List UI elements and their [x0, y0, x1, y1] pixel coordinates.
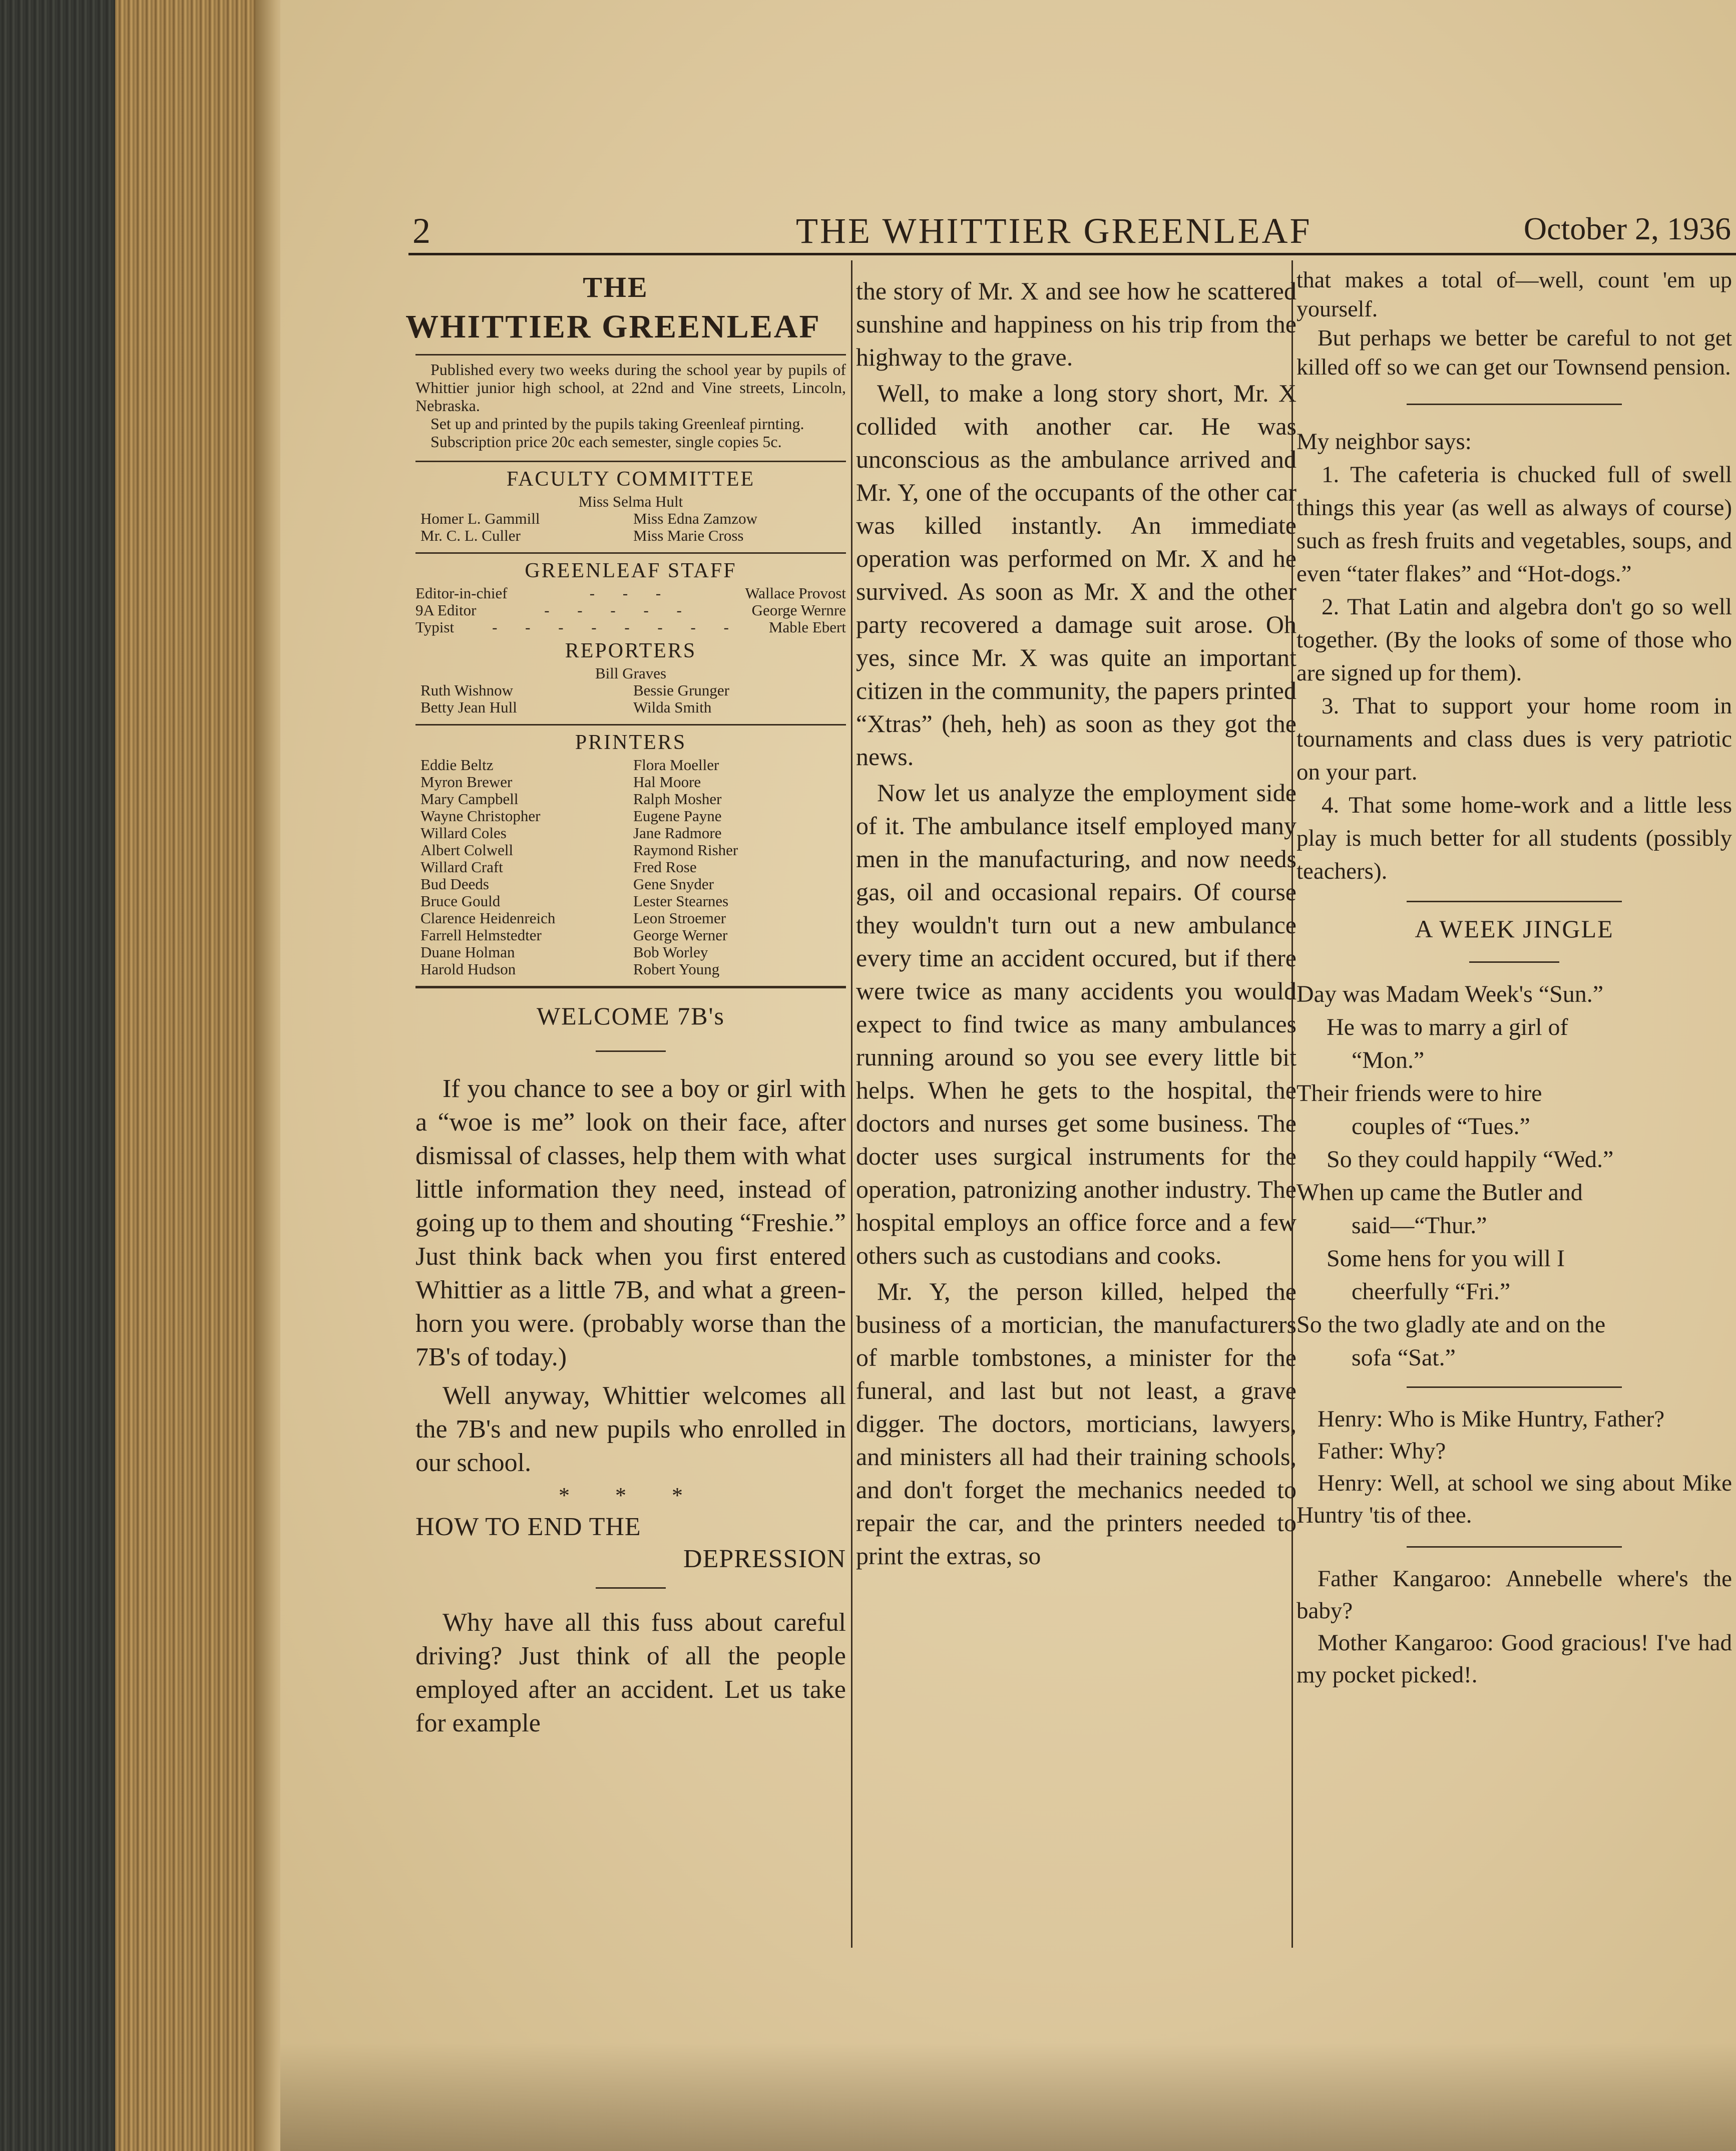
depression-para-4-cont: that makes a total of—well, count 'em up yourself. — [1296, 267, 1732, 321]
neighbor-article — [1296, 425, 1732, 888]
jingle-line: Some hens for you will I — [1327, 1245, 1565, 1272]
masthead-info — [415, 361, 846, 451]
welcome-rule — [596, 1050, 666, 1052]
printer-name: Jane Radmore — [633, 824, 722, 842]
printer-name: Myron Brewer — [420, 773, 513, 791]
faculty-member: Miss Marie Cross — [633, 527, 744, 544]
printer-name: Willard Coles — [420, 824, 507, 842]
book-binding — [0, 0, 115, 2151]
printer-name: George Werner — [633, 926, 728, 944]
jokes-rule — [1407, 1386, 1622, 1388]
depression-rule — [596, 1587, 666, 1589]
faculty-member: Miss Edna Zamzow — [633, 510, 757, 527]
printer-name: Flora Moeller — [633, 756, 719, 774]
printer-name: Raymond Risher — [633, 841, 738, 859]
masthead-box — [405, 270, 846, 988]
jingle-line: When up came the Butler and — [1296, 1179, 1583, 1206]
jingle-line: couples of “Tues.” — [1352, 1113, 1530, 1140]
running-title: THE WHITTIER GREENLEAF — [796, 211, 1312, 251]
printer-name: Ralph Mosher — [633, 790, 722, 808]
week-jingle-poem — [1296, 978, 1732, 1374]
faculty-committee-list — [415, 493, 846, 544]
henry-joke — [1296, 1403, 1732, 1531]
depression-article-start — [415, 1606, 846, 1740]
published-text: Published every two weeks during the school year by pupils of Whittier junior high school, at 22nd and Vine streets, Lincoln, Nebraska. — [415, 361, 846, 415]
jingle-line: “Mon.” — [1352, 1047, 1425, 1073]
setup-text: Set up and printed by the pupils taking Greenleaf pirnting. — [430, 415, 804, 433]
nameplate-title: WHITTIER GREENLEAF — [405, 308, 821, 345]
jingle-line: So they could happily “Wed.” — [1327, 1146, 1614, 1173]
welcome-heading: WELCOME 7B's — [536, 1002, 725, 1030]
depression-para-5: But perhaps we better be careful to not get killed off so we can get our Townsend pension. — [1296, 325, 1732, 380]
printer-name: Robert Young — [633, 960, 720, 978]
printer-name: Albert Colwell — [420, 841, 514, 859]
running-header — [280, 210, 1736, 255]
depression-heading-line-2: DEPRESSION — [683, 1545, 846, 1573]
kangaroo-rule — [1407, 1546, 1622, 1548]
faculty-member: Mr. C. L. Culler — [420, 527, 521, 544]
reporter: Bill Graves — [595, 664, 667, 682]
newspaper-page — [280, 0, 1736, 2151]
depression-article-cont — [856, 274, 1296, 1572]
jingle-line: said—“Thur.” — [1352, 1212, 1487, 1239]
reporter: Bessie Grunger — [633, 681, 729, 699]
faculty-committee-heading: FACULTY COMMITTEE — [506, 468, 755, 491]
printer-name: Mary Campbell — [420, 790, 519, 808]
henry-line-2: Henry: Well, at school we sing about Mike Huntry 'tis of thee. — [1296, 1470, 1732, 1528]
depression-para-4: Mr. Y, the person killed, helped the business of a mortician, the manufacturers of marble tombstones, a minister for the funeral, and last but not least, a grave digger. The doctors, morticians, lawyers, and ministers all had their training schools, and don't forget the mechanics needed to repair the car, and the printers needed to print the extras, so — [856, 1277, 1296, 1570]
printer-name: Fred Rose — [633, 858, 697, 876]
page-number: 2 — [412, 211, 430, 251]
depression-heading-line-1: HOW TO END THE — [415, 1513, 641, 1541]
jingle-line: Day was Madam Week's “Sun.” — [1296, 981, 1604, 1007]
henry-line-1: Henry: Who is Mike Huntry, Father? — [1318, 1406, 1665, 1432]
printer-name: Eddie Beltz — [420, 756, 494, 774]
staff-rule — [415, 552, 846, 554]
column-3 — [1296, 265, 1732, 1691]
neighbor-item-1: 1. The cafeteria is chucked full of swell things this year (as well as always of course) such as fresh fruits and vegetables, soups, and even “tater flakes” and “Hot-dogs.” — [1296, 462, 1732, 587]
section-stars: * * * — [559, 1483, 703, 1508]
depression-para-1: Why have all this fuss about careful driving? Just think of all the people employed after an accident. Let us take for example — [415, 1608, 846, 1737]
reporters-list — [415, 665, 846, 716]
masthead-bottom-rule — [415, 986, 846, 988]
greenleaf-staff-heading: GREENLEAF STAFF — [525, 559, 737, 582]
subscription-text: Subscription price 20c each semester, single copies 5c. — [430, 433, 782, 451]
nameplate-the: THE — [583, 271, 649, 303]
greenleaf-staff-list — [415, 585, 846, 636]
printer-name: Duane Holman — [420, 943, 515, 961]
page-edges — [115, 0, 255, 2151]
neighbor-item-2: 2. That Latin and algebra don't go so well together. (By the looks of some of those who are signed up for them). — [1296, 594, 1732, 686]
depression-para-2: Well, to make a long story short, Mr. X collided with another car. He was unconscious as the ambulance arrived and Mr. Y, one of the occupants of the other car was killed instantly. An immediate operation was performed on Mr. X and he survived. As soon as Mr. X and the other party recovered a damage suit arose. Oh yes, since Mr. X was quite an important citizen in the community, the papers printed “Xtras” (heh, heh) as soon as they got the news. — [856, 379, 1296, 771]
depression-para-3: Now let us analyze the employment side of it. The ambulance itself employed many men in the manufacturing, and now needs gas, oil and occasional repairs. Of course they wouldn't turn out a new ambulance every time an accident occured, but if there were twice as many accidents you would expect to find twice as many ambulances running around so you see every little bit helps. When he gets to the hospital, the doctors and nurses get some business. The docter uses surgical instruments for the operation, patronizing another industry. The hospital employs an office force and a few others such as custodians and cooks. — [856, 779, 1296, 1269]
printer-name: Bob Worley — [633, 943, 708, 961]
jingle-under-rule — [1469, 961, 1559, 963]
depression-para-1-cont: the story of Mr. X and see how he scattered sunshine and happiness on his trip from the highway to the grave. — [856, 277, 1296, 371]
welcome-para-2: Well anyway, Whittier welcomes all the 7B's and new pupils who enrolled in our school. — [415, 1381, 846, 1477]
column-2 — [856, 274, 1296, 1572]
printer-name: Willard Craft — [420, 858, 503, 876]
jingle-line: sofa “Sat.” — [1352, 1344, 1456, 1371]
printers-rule — [415, 724, 846, 726]
printer-name: Clarence Heidenreich — [420, 909, 556, 927]
issue-date: October 2, 1936 — [1523, 211, 1731, 246]
jingle-heading: A WEEK JINGLE — [1415, 915, 1614, 943]
neighbor-intro: My neighbor says: — [1296, 429, 1472, 455]
faculty-center: Miss Selma Hult — [578, 493, 683, 510]
jingle-line: cheerfully “Fri.” — [1352, 1278, 1511, 1305]
printers-list — [415, 757, 846, 978]
reporter: Betty Jean Hull — [420, 698, 517, 716]
reporter: Ruth Wishnow — [420, 681, 514, 699]
neighbor-rule — [1407, 404, 1622, 405]
column-rule-1 — [851, 260, 852, 1948]
jingle-rule — [1407, 901, 1622, 902]
header-rule — [408, 253, 1736, 255]
printer-name: Bruce Gould — [420, 892, 501, 910]
printer-name: Farrell Helmstedter — [420, 926, 542, 944]
jingle-line: Their friends were to hire — [1296, 1080, 1542, 1107]
printer-name: Wayne Christopher — [420, 807, 541, 825]
page-bottom-shadow — [280, 2043, 1736, 2151]
faculty-member: Homer L. Gammill — [420, 510, 540, 527]
welcome-article — [415, 1072, 846, 1480]
neighbor-item-4: 4. That some home-work and a little less play is much better for all students (possibly teachers). — [1296, 792, 1732, 884]
printer-name: Hal Moore — [633, 773, 701, 791]
depression-heading — [415, 1511, 846, 1575]
printers-heading: PRINTERS — [575, 731, 687, 754]
staff-row: Editor-in-chief - - - Wallace Provost — [415, 584, 846, 602]
printer-name: Leon Stroemer — [633, 909, 726, 927]
column-1 — [405, 270, 846, 1740]
neighbor-item-3: 3. That to support your home room in tournaments and class dues is very patriotic on your part. — [1296, 693, 1732, 785]
father-line: Father: Why? — [1318, 1438, 1446, 1464]
printer-name: Bud Deeds — [420, 875, 489, 893]
kangaroo-line-2: Mother Kangaroo: Good gracious! I've had my pocket picked!. — [1296, 1630, 1732, 1688]
printer-name: Harold Hudson — [420, 960, 516, 978]
depression-article-end — [1296, 265, 1732, 382]
masthead-rule — [415, 354, 846, 355]
reporters-heading: REPORTERS — [565, 639, 697, 662]
jingle-line: He was to marry a girl of — [1327, 1014, 1568, 1040]
kangaroo-line-1: Father Kangaroo: Annebelle where's the baby? — [1296, 1566, 1732, 1624]
staff-row: Typist - - - - - - - - Mable Ebert — [415, 618, 846, 636]
kangaroo-joke — [1296, 1563, 1732, 1691]
printer-name: Gene Snyder — [633, 875, 714, 893]
masthead-rule-2 — [415, 461, 846, 462]
reporter: Wilda Smith — [633, 698, 712, 716]
jingle-line: So the two gladly ate and on the — [1296, 1311, 1606, 1338]
staff-row: 9A Editor - - - - - George Wernre — [415, 601, 846, 619]
printer-name: Lester Stearnes — [633, 892, 729, 910]
printer-name: Eugene Payne — [633, 807, 722, 825]
welcome-para-1: If you chance to see a boy or girl with a “woe is me” look on their face, after dismissal of classes, help them with what little information they need, instead of going up to them and shouting “Freshie.” Just think back when you first entered Whittier as a little 7B, and what a green-horn you were. (probably worse than the 7B's of today.) — [415, 1074, 846, 1371]
